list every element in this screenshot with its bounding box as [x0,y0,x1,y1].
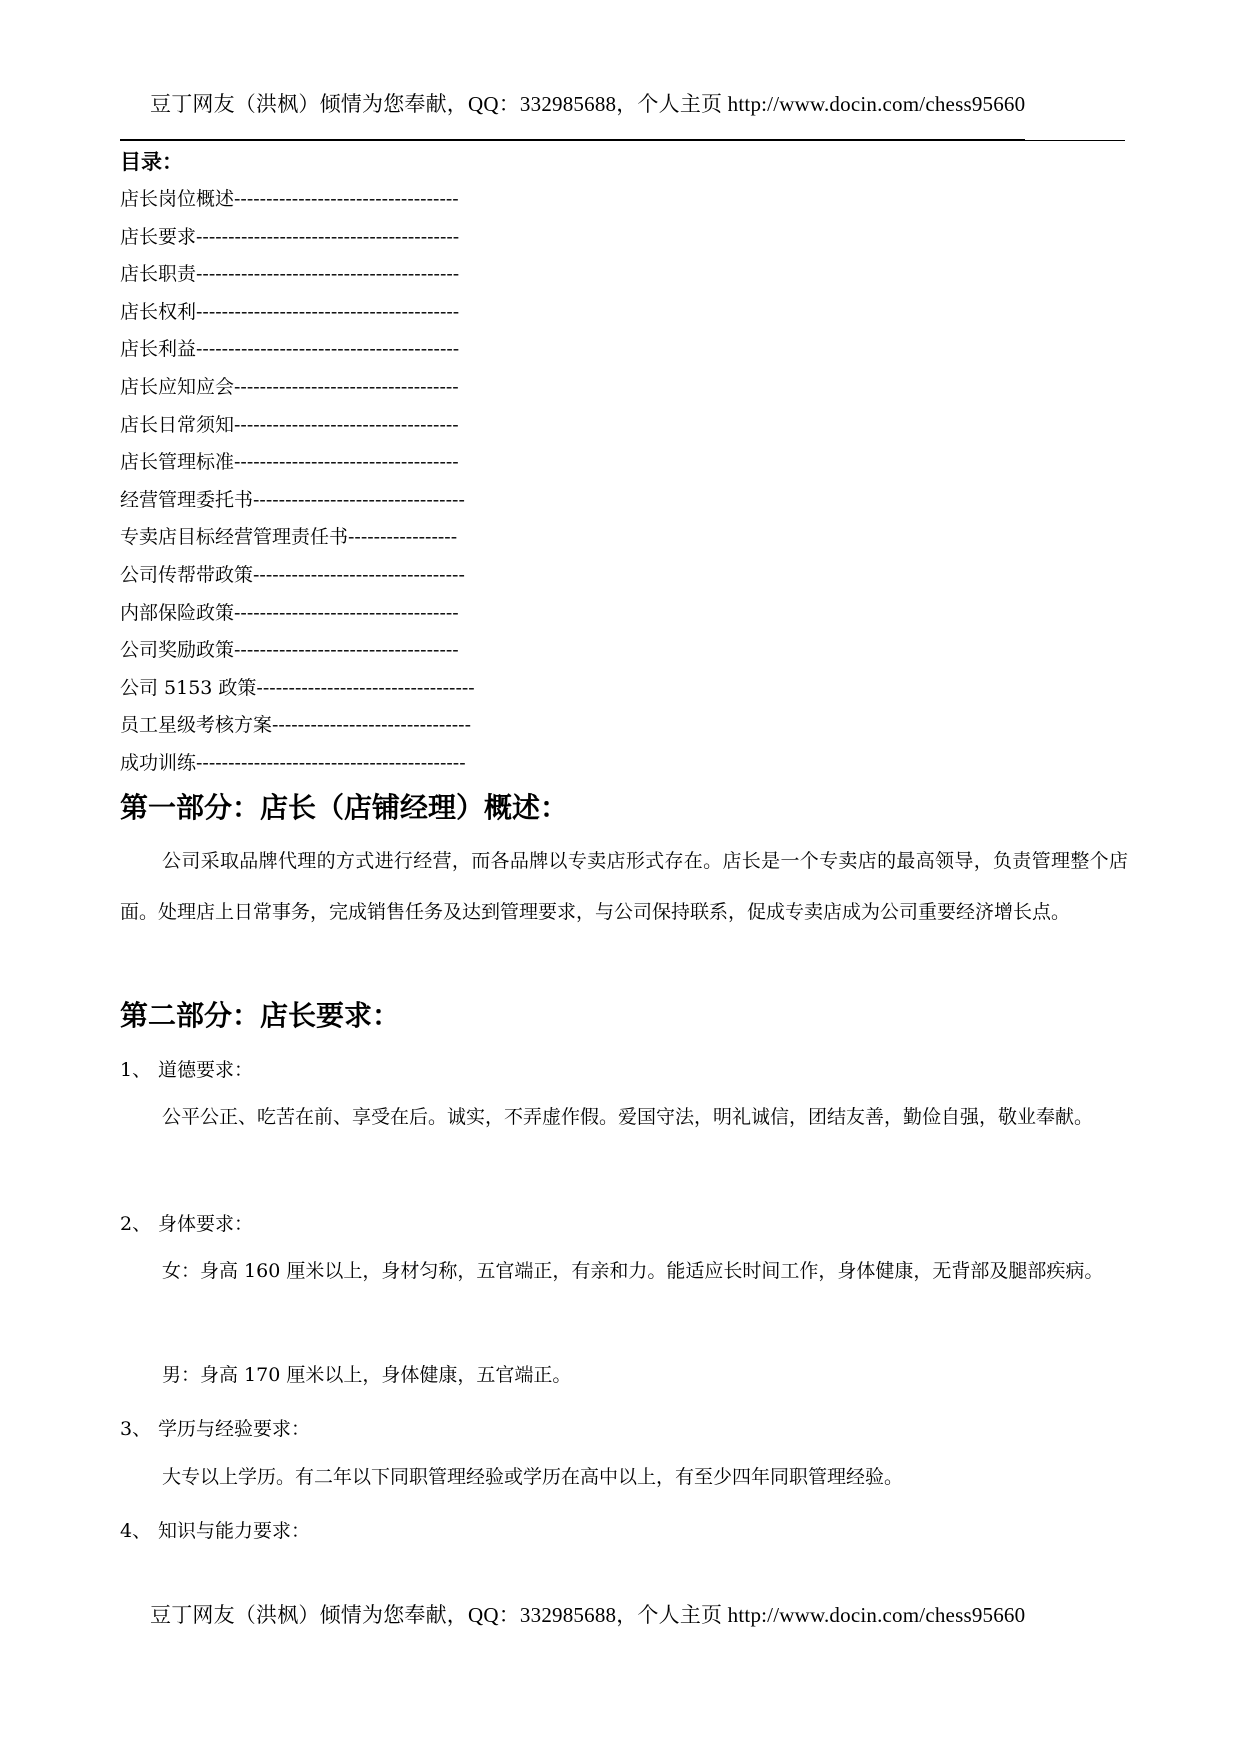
toc-heading: 目录： [120,149,183,174]
toc-item: 经营管理委托书--------------------------------- [120,488,465,511]
toc-item: 员工星级考核方案------------------------------- [120,714,472,737]
part1-heading: 第一部分：店长（店铺经理）概述： [120,791,569,824]
part1-paragraph: 公司采取品牌代理的方式进行经营，而各品牌以专卖店形式存在。店长是一个专卖店的最高领导，负责管理整个店面。处理店上日常事务，完成销售任务及达到管理要求，与公司保持联系，促成专卖店成为公司重要经济增长点。 [120,850,1128,923]
toc-list [120,186,475,788]
requirement-heading-knowledge [120,1516,310,1543]
toc-item: 店长管理标准----------------------------------- [120,451,459,474]
part2-heading-text: 第二部分：店长要求： [120,999,401,1032]
requirement-heading-education [120,1414,310,1441]
toc-item: 店长利益----------------------------------------- [120,338,460,361]
header-divider-extension [1025,140,1125,141]
toc-item: 店长职责----------------------------------------- [120,263,460,286]
page-footer: 豆丁网友（洪枫）倾情为您奉献，QQ：332985688，个人主页 http://www.docin.com/chess95660 [150,1603,1026,1627]
part2-heading [120,994,400,1034]
header-divider [120,139,1025,141]
requirement-title: 道德要求： [158,1059,254,1081]
requirement-number: 4、 [120,1520,152,1542]
requirement-heading-morality [120,1055,253,1082]
requirement-title: 身体要求： [158,1213,254,1235]
requirement-title: 知识与能力要求： [158,1520,311,1542]
requirement-number: 3、 [120,1418,152,1440]
toc-item: 店长应知应会----------------------------------- [120,375,459,398]
toc-item: 公司传帮带政策--------------------------------- [120,563,465,586]
toc-item: 店长要求----------------------------------------- [120,225,460,248]
toc-item: 成功训练------------------------------------------ [120,751,466,774]
toc-item: 店长日常须知----------------------------------- [120,413,459,436]
toc-item: 店长岗位概述----------------------------------- [120,188,459,210]
requirement-heading-physical [120,1209,253,1236]
toc-item: 店长权利----------------------------------------- [120,300,460,323]
toc-item: 专卖店目标经营管理责任书----------------- [120,526,458,549]
requirement-number: 1、 [120,1059,152,1081]
requirement-paragraph: 大专以上学历。有二年以下同职管理经验或学历在高中以上，有至少四年同职管理经验。 [162,1466,904,1488]
requirement-title: 学历与经验要求： [158,1418,311,1440]
toc-item: 公司 5153 政策---------------------------------- [120,676,475,699]
toc-item: 内部保险政策----------------------------------- [120,601,459,624]
requirement-paragraph: 男：身高 170 厘米以上，身体健康，五官端正。 [162,1364,572,1386]
page-header: 豆丁网友（洪枫）倾情为您奉献，QQ：332985688，个人主页 http://www.docin.com/chess95660 [150,92,1026,116]
requirement-paragraph: 女：身高 160 厘米以上，身材匀称，五官端正，有亲和力。能适应长时间工作，身体健康，无背部及腿部疾病。 [162,1260,1104,1282]
toc-item: 公司奖励政策----------------------------------- [120,639,459,662]
requirement-number: 2、 [120,1213,152,1235]
requirement-paragraph: 公平公正、吃苦在前、享受在后。诚实，不弄虚作假。爱国守法，明礼诚信，团结友善，勤俭自强，敬业奉献。 [162,1106,1094,1128]
